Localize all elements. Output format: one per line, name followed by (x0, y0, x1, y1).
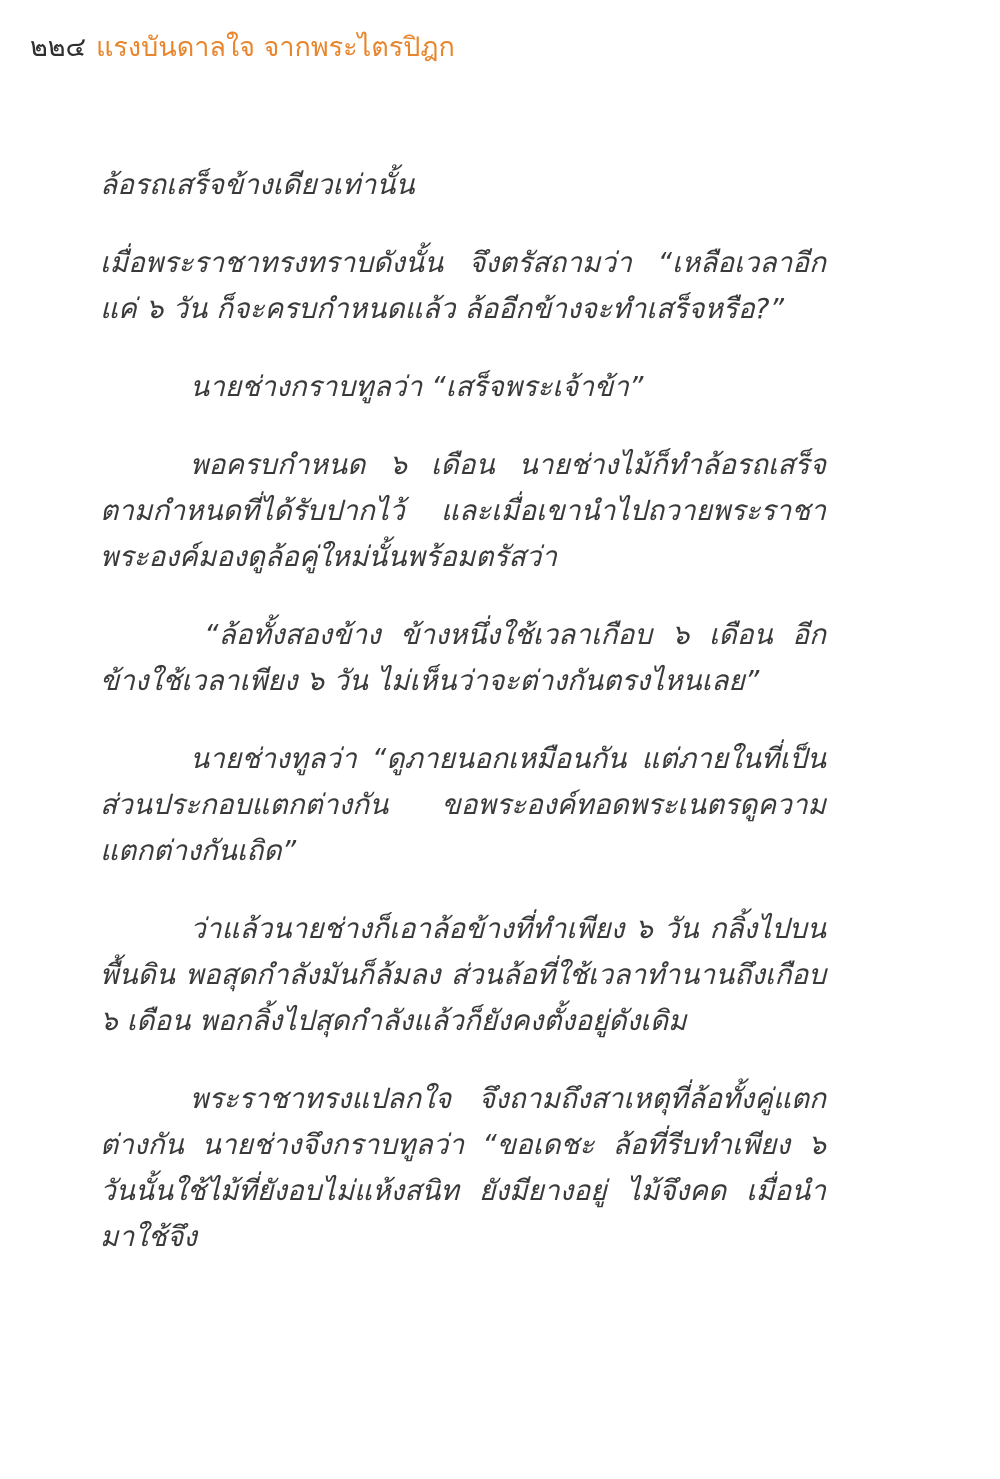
paragraph-8: พระราชาทรงแปลกใจ จึงถามถึงสาเหตุที่ล้อทั้งคู่แตกต่างกัน นายช่างจึงกราบทูลว่า “ขอเดชะ ล้อที่รีบทำเพียง ๖ วันนั้นใช้ไม้ที่ยังอบไม่แห้งสนิท ยังมียางอยู่ ไม้จึงคด เมื่อนำมาใช้จึง (100, 1082, 826, 1253)
paragraph-5: “ล้อทั้งสองข้าง ข้างหนึ่งใช้เวลาเกือบ ๖ เดือน อีกข้างใช้เวลาเพียง ๖ วัน ไม่เห็นว่าจะต่างกันตรงไหนเลย” (100, 618, 826, 697)
body-text (100, 162, 826, 1292)
paragraph-4: พอครบกำหนด ๖ เดือน นายช่างไม้ก็ทำล้อรถเสร็จ ตามกำหนดที่ได้รับปากไว้ และเมื่อเขานำไปถวายพระราชา พระองค์มองดูล้อคู่ใหม่นั้นพร้อมตรัสว่า (100, 448, 826, 573)
paragraph-1: ล้อรถเสร็จข้างเดียวเท่านั้น (100, 168, 415, 201)
paragraph-6: นายช่างทูลว่า “ดูภายนอกเหมือนกัน แต่ภายในที่เป็นส่วนประกอบแตกต่างกัน ขอพระองค์ทอดพระเนตรดูความแตกต่างกันเถิด” (100, 742, 826, 867)
paragraph-2: เมื่อพระราชาทรงทราบดังนั้น จึงตรัสถามว่า “เหลือเวลาอีกแค่ ๖ วัน ก็จะครบกำหนดแล้ว ล้ออีกข้างจะทำเสร็จหรือ?” (100, 246, 826, 325)
running-header (30, 28, 455, 68)
paragraph-7: ว่าแล้วนายช่างก็เอาล้อข้างที่ทำเพียง ๖ วัน กลิ้งไปบนพื้นดิน พอสุดกำลังมันก็ล้มลง ส่วนล้อที่ใช้เวลาทำนานถึงเกือบ ๖ เดือน พอกลิ้งไปสุดกำลังแล้วก็ยังคงตั้งอยู่ดังเดิม (100, 912, 826, 1037)
page-number: ๒๒๔ (30, 32, 87, 63)
book-title: แรงบันดาลใจ จากพระไตรปิฎก (96, 32, 455, 63)
paragraph-3: นายช่างกราบทูลว่า “เสร็จพระเจ้าข้า” (190, 370, 644, 403)
